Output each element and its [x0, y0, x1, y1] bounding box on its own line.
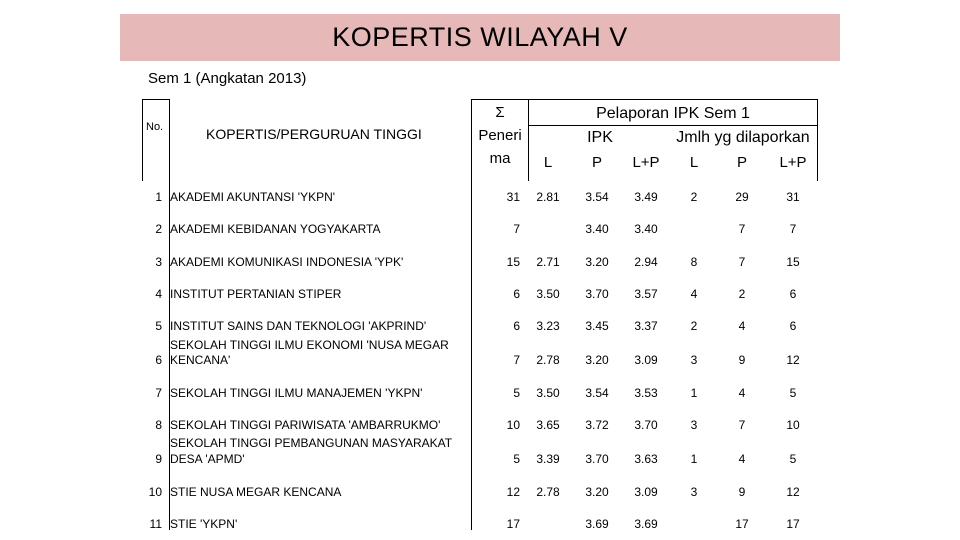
row-sum: 7 [513, 222, 520, 236]
row-no: 8 [155, 418, 162, 432]
row-ipk-lp: 2.94 [634, 255, 658, 269]
grid-line [142, 99, 143, 181]
row-count-l: 8 [690, 255, 698, 269]
row-count-p: 7 [738, 222, 746, 236]
row-name: INSTITUT PERTANIAN STIPER [170, 287, 342, 301]
row-count-l: 1 [690, 452, 698, 466]
row-count-p: 4 [738, 319, 746, 333]
row-ipk-p: 3.72 [585, 418, 609, 432]
row-count-p: 9 [738, 353, 746, 367]
row-ipk-l: 2.78 [536, 485, 560, 499]
row-ipk-lp: 3.37 [634, 319, 658, 333]
row-count-lp: 31 [786, 190, 800, 204]
grid-line [528, 99, 817, 100]
row-name: STIE NUSA MEGAR KENCANA [170, 485, 342, 499]
row-sum: 31 [506, 190, 520, 204]
row-no: 1 [155, 190, 162, 204]
grid-line [471, 99, 528, 100]
row-ipk-lp: 3.49 [634, 190, 658, 204]
row-count-l: 4 [690, 287, 698, 301]
row-name: STIE 'YKPN' [170, 517, 238, 531]
row-sum: 7 [513, 353, 520, 367]
row-count-lp: 6 [789, 319, 797, 333]
row-ipk-p: 3.54 [585, 190, 609, 204]
row-no: 3 [155, 255, 162, 269]
row-ipk-lp: 3.09 [634, 353, 658, 367]
row-ipk-lp: 3.63 [634, 452, 658, 466]
row-count-l: 2 [690, 190, 698, 204]
row-ipk-l: 3.50 [536, 386, 560, 400]
row-count-l: 2 [690, 319, 698, 333]
row-name: SEKOLAH TINGGI ILMU MANAJEMEN 'YKPN' [170, 386, 423, 400]
row-ipk-l: 3.23 [536, 319, 560, 333]
row-ipk-l: 3.65 [536, 418, 560, 432]
row-name: AKADEMI AKUNTANSI 'YKPN' [170, 190, 336, 204]
row-count-lp: 12 [786, 353, 800, 367]
row-count-lp: 15 [786, 255, 800, 269]
row-ipk-p: 3.54 [585, 386, 609, 400]
row-ipk-l: 2.78 [536, 353, 560, 367]
row-sum: 6 [513, 319, 520, 333]
row-no: 4 [155, 287, 162, 301]
header-count-l: L [689, 154, 699, 171]
row-sum: 17 [506, 517, 520, 531]
row-count-p: 4 [738, 452, 746, 466]
table-row [0, 518, 960, 532]
header-ipk: IPK [587, 129, 613, 146]
row-no: 9 [155, 452, 162, 466]
table-row [0, 256, 960, 270]
row-sum: 15 [506, 255, 520, 269]
row-no: 11 [149, 517, 162, 531]
row-ipk-lp: 3.70 [634, 418, 658, 432]
table-row [0, 288, 960, 302]
row-no: 7 [155, 386, 162, 400]
row-count-p: 29 [735, 190, 749, 204]
row-name: SEKOLAH TINGGI PARIWISATA 'AMBARRUKMO' [170, 418, 441, 432]
grid-line [528, 125, 817, 126]
row-ipk-lp: 3.53 [634, 386, 658, 400]
row-name-cont: DESA 'APMD' [170, 452, 245, 466]
row-count-l: 3 [690, 353, 698, 367]
row-ipk-lp: 3.69 [634, 517, 658, 531]
row-name: INSTITUT SAINS DAN TEKNOLOGI 'AKPRIND' [170, 319, 427, 333]
row-sum: 10 [506, 418, 520, 432]
header-count-lp: L+P [779, 154, 807, 171]
row-count-l: 3 [690, 485, 698, 499]
row-count-l: 1 [690, 386, 698, 400]
row-count-p: 7 [738, 418, 746, 432]
row-count-lp: 5 [789, 452, 797, 466]
row-ipk-lp: 3.57 [634, 287, 658, 301]
header-ipk-p: P [591, 154, 602, 171]
row-no: 2 [155, 222, 162, 236]
row-ipk-p: 3.20 [585, 485, 609, 499]
row-sum: 5 [513, 452, 520, 466]
table-row [0, 436, 960, 466]
row-count-lp: 7 [789, 222, 797, 236]
row-count-p: 9 [738, 485, 746, 499]
header-count-p: P [736, 154, 747, 171]
row-count-p: 17 [735, 517, 749, 531]
row-no: 6 [155, 353, 162, 367]
row-ipk-lp: 3.40 [634, 222, 658, 236]
row-count-lp: 10 [786, 418, 800, 432]
header-institution: KOPERTIS/PERGURUAN TINGGI [206, 126, 422, 142]
row-ipk-lp: 3.09 [634, 485, 658, 499]
slide-subtitle: Sem 1 (Angkatan 2013) [148, 70, 307, 87]
table-row [0, 191, 960, 205]
row-sum: 6 [513, 287, 520, 301]
table-row [0, 387, 960, 401]
row-count-lp: 12 [786, 485, 800, 499]
row-ipk-l: 3.39 [536, 452, 560, 466]
row-ipk-p: 3.20 [585, 255, 609, 269]
row-count-p: 2 [738, 287, 746, 301]
header-ipk-lp: L+P [632, 154, 660, 171]
slide-title: KOPERTIS WILAYAH V [332, 22, 628, 52]
grid-line [142, 99, 169, 100]
row-ipk-l: 2.81 [536, 190, 560, 204]
row-name: AKADEMI KOMUNIKASI INDONESIA 'YPK' [170, 255, 404, 269]
row-ipk-p: 3.40 [585, 222, 609, 236]
row-ipk-l: 2.71 [536, 255, 560, 269]
row-no: 10 [148, 485, 162, 499]
row-count-l: 3 [690, 418, 698, 432]
table-row [0, 223, 960, 237]
row-count-lp: 17 [786, 517, 800, 531]
row-no: 5 [155, 319, 162, 333]
row-name: SEKOLAH TINGGI PEMBANGUNAN MASYARAKAT [170, 436, 453, 450]
row-count-p: 4 [738, 386, 746, 400]
row-ipk-p: 3.45 [585, 319, 609, 333]
header-sum-line1: Peneri [478, 127, 522, 144]
row-count-p: 7 [738, 255, 746, 269]
table-row [0, 320, 960, 334]
table-row [0, 419, 960, 433]
header-count: Jmlh yg dilaporkan [676, 129, 810, 146]
table-row [0, 337, 960, 367]
header-report: Pelaporan IPK Sem 1 [596, 105, 750, 122]
header-sum-line2: ma [489, 150, 511, 167]
row-ipk-p: 3.69 [585, 517, 609, 531]
row-ipk-p: 3.70 [585, 287, 609, 301]
row-ipk-p: 3.70 [585, 452, 609, 466]
row-ipk-l: 3.50 [536, 287, 560, 301]
row-sum: 5 [513, 386, 520, 400]
row-name: SEKOLAH TINGGI ILMU EKONOMI 'NUSA MEGAR [170, 338, 449, 352]
row-name: AKADEMI KEBIDANAN YOGYAKARTA [170, 222, 381, 236]
row-ipk-p: 3.20 [585, 353, 609, 367]
header-ipk-l: L [543, 154, 553, 171]
row-name-cont: KENCANA' [170, 353, 231, 367]
row-sum: 12 [506, 485, 520, 499]
row-count-lp: 6 [789, 287, 797, 301]
table-row [0, 486, 960, 500]
row-count-lp: 5 [789, 386, 797, 400]
header-sum-symbol: Σ [495, 104, 505, 121]
header-no: No. [146, 121, 164, 133]
slide-title-bar [120, 14, 840, 61]
